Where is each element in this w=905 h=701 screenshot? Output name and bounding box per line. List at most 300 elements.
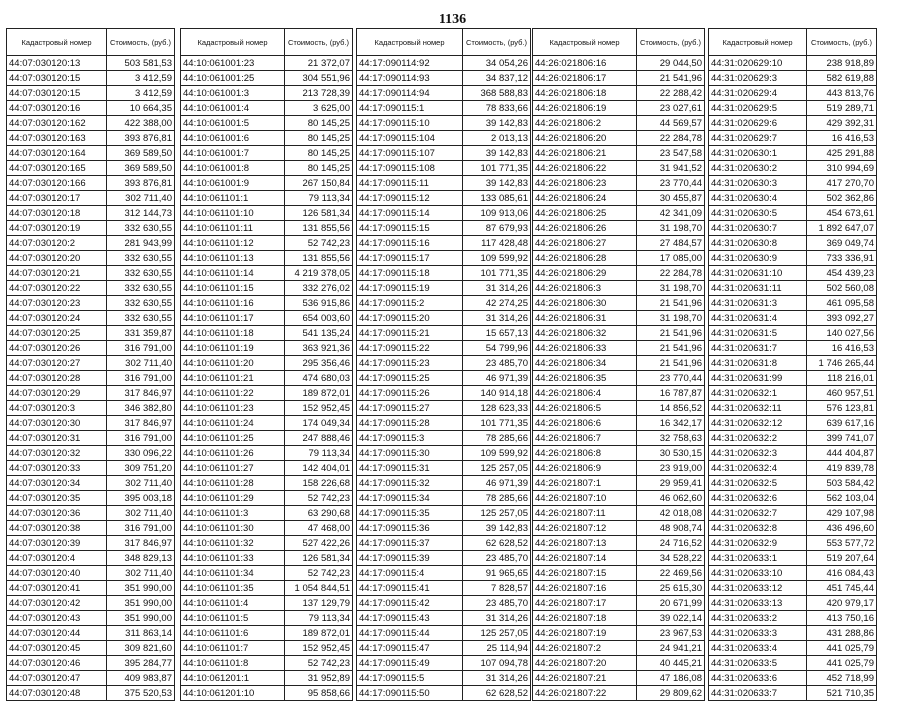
table-row — [7, 566, 175, 581]
table-row — [7, 386, 175, 401]
cadastral-number-cell: 44:26:021806:23 — [533, 176, 637, 191]
table-row — [533, 671, 705, 686]
cost-cell: 316 791,00 — [107, 371, 175, 386]
cost-cell: 3 412,59 — [107, 71, 175, 86]
table-row — [533, 116, 705, 131]
table-row — [181, 326, 353, 341]
cadastral-number-cell: 44:17:090115:12 — [357, 191, 463, 206]
table-row — [709, 431, 877, 446]
cadastral-number-cell: 44:31:020629:4 — [709, 86, 807, 101]
table-row — [181, 266, 353, 281]
table-row — [7, 356, 175, 371]
cadastral-number-cell: 44:17:090115:17 — [357, 251, 463, 266]
cadastral-number-cell: 44:17:090115:39 — [357, 551, 463, 566]
cadastral-number-cell: 44:31:020632:9 — [709, 536, 807, 551]
cost-cell: 393 092,27 — [807, 311, 877, 326]
table-row — [533, 341, 705, 356]
cost-cell: 80 145,25 — [285, 146, 353, 161]
table-row — [357, 491, 531, 506]
cadastral-number-cell: 44:31:020631:3 — [709, 296, 807, 311]
cost-cell: 24 716,52 — [637, 536, 705, 551]
cost-cell: 48 908,74 — [637, 521, 705, 536]
cost-cell: 131 855,56 — [285, 251, 353, 266]
cadastral-number-cell: 44:07:030120:48 — [7, 686, 107, 701]
table-row — [533, 371, 705, 386]
cadastral-number-cell: 44:31:020633:2 — [709, 611, 807, 626]
cadastral-number-cell: 44:31:020632:6 — [709, 491, 807, 506]
cadastral-number-cell: 44:17:090115:36 — [357, 521, 463, 536]
cadastral-number-cell: 44:31:020633:7 — [709, 686, 807, 701]
cadastral-number-cell: 44:31:020630:1 — [709, 146, 807, 161]
cadastral-number-cell: 44:17:090115:23 — [357, 356, 463, 371]
cadastral-number-cell: 44:31:020632:12 — [709, 416, 807, 431]
cost-cell: 332 630,55 — [107, 281, 175, 296]
cadastral-number-cell: 44:17:090115:14 — [357, 206, 463, 221]
cadastral-number-cell: 44:07:030120:15 — [7, 86, 107, 101]
table-row — [181, 296, 353, 311]
table-header-row — [709, 29, 877, 56]
cadastral-number-cell: 44:07:030120:33 — [7, 461, 107, 476]
cost-cell: 78 833,66 — [463, 101, 531, 116]
cost-cell: 189 872,01 — [285, 626, 353, 641]
table-row — [357, 431, 531, 446]
cadastral-number-cell: 44:10:061001:25 — [181, 71, 285, 86]
cost-cell: 576 123,81 — [807, 401, 877, 416]
cadastral-number-cell: 44:31:020630:8 — [709, 236, 807, 251]
cadastral-number-cell: 44:07:030120:40 — [7, 566, 107, 581]
cadastral-number-cell: 44:26:021807:11 — [533, 506, 637, 521]
table-row — [709, 626, 877, 641]
cadastral-number-cell: 44:10:061101:23 — [181, 401, 285, 416]
cadastral-number-cell: 44:17:090115:1 — [357, 101, 463, 116]
cost-cell: 22 284,78 — [637, 266, 705, 281]
table-row — [181, 236, 353, 251]
cadastral-number-cell: 44:31:020631:5 — [709, 326, 807, 341]
cadastral-number-cell: 44:07:030120:36 — [7, 506, 107, 521]
cost-cell: 521 710,35 — [807, 686, 877, 701]
cost-table-2 — [180, 28, 353, 701]
cadastral-number-cell: 44:31:020632:4 — [709, 461, 807, 476]
cadastral-number-cell: 44:17:090115:107 — [357, 146, 463, 161]
cadastral-number-cell: 44:26:021807:13 — [533, 536, 637, 551]
table-row — [357, 221, 531, 236]
cost-cell: 1 746 265,44 — [807, 356, 877, 371]
table-row — [709, 506, 877, 521]
cadastral-number-cell: 44:31:020632:2 — [709, 431, 807, 446]
table-row — [533, 296, 705, 311]
table-row — [709, 266, 877, 281]
table-row — [7, 236, 175, 251]
cost-cell: 31 198,70 — [637, 311, 705, 326]
cadastral-number-cell: 44:10:061201:1 — [181, 671, 285, 686]
cadastral-number-cell: 44:10:061101:32 — [181, 536, 285, 551]
cost-cell: 95 858,66 — [285, 686, 353, 701]
table-row — [533, 536, 705, 551]
table-row — [181, 551, 353, 566]
table-row — [533, 656, 705, 671]
cost-table-1 — [6, 28, 175, 701]
cost-cell: 34 054,26 — [463, 56, 531, 71]
cadastral-number-cell: 44:26:021806:20 — [533, 131, 637, 146]
table-row — [181, 476, 353, 491]
table-row — [181, 311, 353, 326]
table-row — [533, 446, 705, 461]
table-row — [181, 431, 353, 446]
cadastral-number-cell: 44:07:030120:39 — [7, 536, 107, 551]
table-row — [181, 86, 353, 101]
cost-cell: 461 095,58 — [807, 296, 877, 311]
header-cost: Стоимость, (руб.) — [285, 29, 353, 56]
cadastral-number-cell: 44:17:090115:35 — [357, 506, 463, 521]
table-row — [357, 191, 531, 206]
cost-table-5 — [708, 28, 877, 701]
cost-cell: 125 257,05 — [463, 506, 531, 521]
cadastral-number-cell: 44:10:061001:23 — [181, 56, 285, 71]
cost-cell: 302 711,40 — [107, 476, 175, 491]
cost-cell: 417 270,70 — [807, 176, 877, 191]
table-row — [357, 266, 531, 281]
cost-cell: 3 625,00 — [285, 101, 353, 116]
table-row — [533, 386, 705, 401]
cadastral-number-cell: 44:26:021806:7 — [533, 431, 637, 446]
cost-cell: 101 771,35 — [463, 266, 531, 281]
cost-cell: 91 965,65 — [463, 566, 531, 581]
table-row — [357, 386, 531, 401]
table-row — [7, 266, 175, 281]
table-row — [7, 656, 175, 671]
cadastral-number-cell: 44:17:090115:32 — [357, 476, 463, 491]
table-row — [181, 416, 353, 431]
table-row — [357, 656, 531, 671]
table-row — [7, 101, 175, 116]
cost-cell: 363 921,36 — [285, 341, 353, 356]
cadastral-number-cell: 44:17:090115:22 — [357, 341, 463, 356]
cost-cell: 140 027,56 — [807, 326, 877, 341]
table-row — [181, 596, 353, 611]
cost-cell: 125 257,05 — [463, 626, 531, 641]
cost-cell: 346 382,80 — [107, 401, 175, 416]
cost-cell: 15 657,13 — [463, 326, 531, 341]
cadastral-number-cell: 44:17:090115:18 — [357, 266, 463, 281]
cost-cell: 331 359,87 — [107, 326, 175, 341]
table-row — [181, 341, 353, 356]
table-row — [181, 386, 353, 401]
cost-cell: 21 541,96 — [637, 296, 705, 311]
cost-cell: 519 289,71 — [807, 101, 877, 116]
table-row — [181, 161, 353, 176]
table-row — [533, 326, 705, 341]
cost-cell: 316 791,00 — [107, 521, 175, 536]
cost-cell: 39 142,83 — [463, 176, 531, 191]
cost-cell: 131 855,56 — [285, 221, 353, 236]
cost-cell: 34 837,12 — [463, 71, 531, 86]
cost-cell: 10 664,35 — [107, 101, 175, 116]
table-row — [181, 356, 353, 371]
table-row — [7, 146, 175, 161]
cadastral-number-cell: 44:26:021806:25 — [533, 206, 637, 221]
table-row — [709, 341, 877, 356]
table-row — [357, 476, 531, 491]
cost-cell: 22 288,42 — [637, 86, 705, 101]
cadastral-number-cell: 44:07:030120:162 — [7, 116, 107, 131]
table-row — [709, 161, 877, 176]
cost-table-4 — [532, 28, 705, 701]
cost-cell: 317 846,97 — [107, 536, 175, 551]
cadastral-number-cell: 44:07:030120:46 — [7, 656, 107, 671]
cadastral-number-cell: 44:17:090115:2 — [357, 296, 463, 311]
cadastral-number-cell: 44:17:090115:31 — [357, 461, 463, 476]
cost-cell: 189 872,01 — [285, 386, 353, 401]
cadastral-number-cell: 44:17:090115:5 — [357, 671, 463, 686]
cost-cell: 3 412,59 — [107, 86, 175, 101]
cadastral-number-cell: 44:10:061101:21 — [181, 371, 285, 386]
table-row — [709, 311, 877, 326]
table-row — [7, 401, 175, 416]
table-row — [181, 686, 353, 701]
table-row — [357, 101, 531, 116]
cadastral-number-cell: 44:17:090115:16 — [357, 236, 463, 251]
table-row — [709, 101, 877, 116]
cost-cell: 213 728,39 — [285, 86, 353, 101]
cost-cell: 351 990,00 — [107, 581, 175, 596]
table-row — [181, 566, 353, 581]
cost-cell: 52 742,23 — [285, 236, 353, 251]
cadastral-number-cell: 44:10:061101:14 — [181, 266, 285, 281]
cost-cell: 42 018,08 — [637, 506, 705, 521]
cost-cell: 309 821,60 — [107, 641, 175, 656]
table-row — [533, 551, 705, 566]
cadastral-number-cell: 44:10:061001:6 — [181, 131, 285, 146]
table-row — [709, 686, 877, 701]
cost-cell: 23 770,44 — [637, 371, 705, 386]
cost-cell: 436 496,60 — [807, 521, 877, 536]
cadastral-number-cell: 44:07:030120:26 — [7, 341, 107, 356]
cadastral-number-cell: 44:07:030120:34 — [7, 476, 107, 491]
table-row — [181, 401, 353, 416]
table-row — [181, 581, 353, 596]
table-row — [7, 416, 175, 431]
table-row — [7, 506, 175, 521]
cadastral-number-cell: 44:26:021807:14 — [533, 551, 637, 566]
cost-cell: 444 404,87 — [807, 446, 877, 461]
cadastral-number-cell: 44:26:021807:18 — [533, 611, 637, 626]
table-row — [709, 221, 877, 236]
table-row — [7, 296, 175, 311]
cadastral-number-cell: 44:31:020631:11 — [709, 281, 807, 296]
table-row — [709, 131, 877, 146]
cost-cell: 174 049,34 — [285, 416, 353, 431]
cost-cell: 639 617,16 — [807, 416, 877, 431]
cost-cell: 47 186,08 — [637, 671, 705, 686]
cost-cell: 52 742,23 — [285, 566, 353, 581]
table-row — [357, 551, 531, 566]
cadastral-number-cell: 44:26:021806:27 — [533, 236, 637, 251]
table-row — [709, 281, 877, 296]
cost-cell: 443 813,76 — [807, 86, 877, 101]
table-row — [709, 296, 877, 311]
cost-cell: 117 428,48 — [463, 236, 531, 251]
cost-cell: 330 096,22 — [107, 446, 175, 461]
cadastral-number-cell: 44:17:090115:28 — [357, 416, 463, 431]
cost-cell: 23 919,00 — [637, 461, 705, 476]
table-row — [181, 71, 353, 86]
table-row — [7, 326, 175, 341]
cost-cell: 23 027,61 — [637, 101, 705, 116]
table-row — [181, 176, 353, 191]
cost-cell: 553 577,72 — [807, 536, 877, 551]
table-row — [357, 506, 531, 521]
table-row — [357, 611, 531, 626]
table-row — [709, 596, 877, 611]
table-row — [533, 161, 705, 176]
table-row — [7, 116, 175, 131]
cadastral-number-cell: 44:07:030120:32 — [7, 446, 107, 461]
table-row — [533, 311, 705, 326]
cost-cell: 133 085,61 — [463, 191, 531, 206]
cost-cell: 302 711,40 — [107, 506, 175, 521]
table-row — [533, 596, 705, 611]
header-cost: Стоимость, (руб.) — [107, 29, 175, 56]
cadastral-number-cell: 44:17:090115:42 — [357, 596, 463, 611]
table-row — [181, 56, 353, 71]
cadastral-number-cell: 44:17:090115:37 — [357, 536, 463, 551]
cadastral-number-cell: 44:26:021807:15 — [533, 566, 637, 581]
cost-cell: 39 142,83 — [463, 116, 531, 131]
table-row — [181, 521, 353, 536]
cadastral-number-cell: 44:07:030120:19 — [7, 221, 107, 236]
cost-cell: 332 630,55 — [107, 251, 175, 266]
cost-cell: 460 957,51 — [807, 386, 877, 401]
table-row — [357, 461, 531, 476]
cost-cell: 536 915,86 — [285, 296, 353, 311]
table-row — [533, 131, 705, 146]
table-row — [181, 491, 353, 506]
cadastral-number-cell: 44:17:090115:43 — [357, 611, 463, 626]
cost-cell: 20 671,99 — [637, 596, 705, 611]
header-cost: Стоимость, (руб.) — [637, 29, 705, 56]
table-row — [533, 86, 705, 101]
header-cadastral-number: Кадастровый номер — [181, 29, 285, 56]
cost-cell: 247 888,46 — [285, 431, 353, 446]
cost-cell: 31 198,70 — [637, 281, 705, 296]
cost-cell: 302 711,40 — [107, 356, 175, 371]
table-row — [357, 161, 531, 176]
cost-cell: 30 455,87 — [637, 191, 705, 206]
table-row — [7, 71, 175, 86]
cadastral-number-cell: 44:17:090114:94 — [357, 86, 463, 101]
cadastral-number-cell: 44:10:061101:1 — [181, 191, 285, 206]
table-row — [7, 131, 175, 146]
table-row — [357, 56, 531, 71]
table-row — [7, 671, 175, 686]
cadastral-number-cell: 44:10:061101:18 — [181, 326, 285, 341]
cadastral-number-cell: 44:31:020632:8 — [709, 521, 807, 536]
cadastral-number-cell: 44:17:090115:21 — [357, 326, 463, 341]
cost-cell: 502 560,08 — [807, 281, 877, 296]
cadastral-number-cell: 44:26:021807:12 — [533, 521, 637, 536]
header-cadastral-number: Кадастровый номер — [709, 29, 807, 56]
header-cadastral-number: Кадастровый номер — [357, 29, 463, 56]
cadastral-number-cell: 44:07:030120:41 — [7, 581, 107, 596]
table-row — [709, 371, 877, 386]
cost-cell: 29 959,41 — [637, 476, 705, 491]
cadastral-number-cell: 44:07:030120:31 — [7, 431, 107, 446]
cost-cell: 267 150,84 — [285, 176, 353, 191]
table-row — [357, 356, 531, 371]
table-row — [7, 641, 175, 656]
cost-cell: 42 341,09 — [637, 206, 705, 221]
cadastral-number-cell: 44:31:020630:5 — [709, 206, 807, 221]
cadastral-number-cell: 44:10:061101:3 — [181, 506, 285, 521]
cost-cell: 152 952,45 — [285, 401, 353, 416]
cadastral-number-cell: 44:26:021807:10 — [533, 491, 637, 506]
cadastral-number-cell: 44:10:061101:35 — [181, 581, 285, 596]
cadastral-number-cell: 44:26:021807:21 — [533, 671, 637, 686]
cadastral-number-cell: 44:10:061101:24 — [181, 416, 285, 431]
cost-cell: 78 285,66 — [463, 431, 531, 446]
table-row — [357, 416, 531, 431]
cadastral-number-cell: 44:31:020629:10 — [709, 56, 807, 71]
table-row — [357, 536, 531, 551]
table-row — [357, 236, 531, 251]
cost-cell: 316 791,00 — [107, 431, 175, 446]
table-row — [181, 281, 353, 296]
cadastral-number-cell: 44:26:021807:22 — [533, 686, 637, 701]
cadastral-number-cell: 44:26:021806:8 — [533, 446, 637, 461]
table-row — [533, 506, 705, 521]
cadastral-number-cell: 44:07:030120:38 — [7, 521, 107, 536]
cost-cell: 541 135,24 — [285, 326, 353, 341]
cadastral-number-cell: 44:26:021806:34 — [533, 356, 637, 371]
header-cadastral-number: Кадастровый номер — [7, 29, 107, 56]
cadastral-number-cell: 44:10:061101:26 — [181, 446, 285, 461]
cost-cell: 27 484,57 — [637, 236, 705, 251]
cost-cell: 238 918,89 — [807, 56, 877, 71]
table-header-row — [181, 29, 353, 56]
table-row — [709, 356, 877, 371]
table-row — [533, 71, 705, 86]
cadastral-number-cell: 44:10:061101:25 — [181, 431, 285, 446]
cost-cell: 29 044,50 — [637, 56, 705, 71]
cadastral-number-cell: 44:07:030120:28 — [7, 371, 107, 386]
cadastral-number-cell: 44:31:020630:3 — [709, 176, 807, 191]
cost-cell: 31 314,26 — [463, 281, 531, 296]
cadastral-number-cell: 44:26:021806:29 — [533, 266, 637, 281]
cost-cell: 399 741,07 — [807, 431, 877, 446]
cost-cell: 348 829,13 — [107, 551, 175, 566]
cost-cell: 332 630,55 — [107, 296, 175, 311]
cadastral-number-cell: 44:07:030120:21 — [7, 266, 107, 281]
cadastral-number-cell: 44:07:030120:43 — [7, 611, 107, 626]
table-row — [533, 521, 705, 536]
table-row — [709, 551, 877, 566]
cadastral-number-cell: 44:31:020632:11 — [709, 401, 807, 416]
cost-cell: 29 809,62 — [637, 686, 705, 701]
table-row — [533, 101, 705, 116]
cost-cell: 317 846,97 — [107, 386, 175, 401]
cadastral-number-cell: 44:10:061101:10 — [181, 206, 285, 221]
cadastral-number-cell: 44:26:021806:21 — [533, 146, 637, 161]
cadastral-number-cell: 44:26:021806:5 — [533, 401, 637, 416]
table-row — [357, 146, 531, 161]
cadastral-number-cell: 44:10:061001:9 — [181, 176, 285, 191]
cadastral-number-cell: 44:10:061101:7 — [181, 641, 285, 656]
cost-cell: 425 291,88 — [807, 146, 877, 161]
cost-cell: 47 468,00 — [285, 521, 353, 536]
cost-cell: 79 113,34 — [285, 446, 353, 461]
cost-cell: 503 581,53 — [107, 56, 175, 71]
header-cost: Стоимость, (руб.) — [807, 29, 877, 56]
